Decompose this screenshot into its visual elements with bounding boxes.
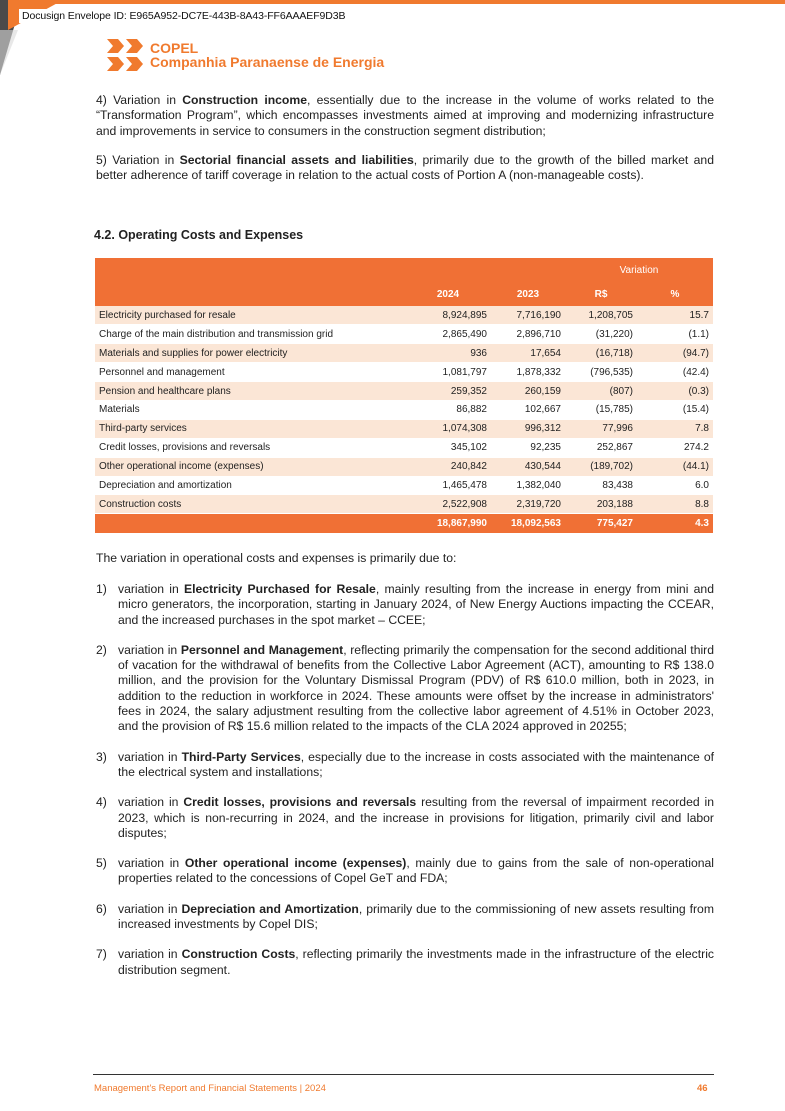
cell-variation-rs: (807) (565, 382, 637, 401)
bold-term: Credit losses, provisions and reversals (183, 795, 417, 810)
cell-2024: 86,882 (405, 400, 491, 419)
table-header-row (95, 282, 713, 306)
logo-company-full: Companhia Paranaense de Energia (150, 54, 385, 70)
row-label: Depreciation and amortization (95, 476, 405, 495)
page-number: 46 (697, 1083, 708, 1094)
list-text (118, 750, 714, 781)
explanation-list (96, 582, 714, 993)
cell-variation-rs: (16,718) (565, 344, 637, 363)
cell-2024: 240,842 (405, 457, 491, 476)
text: variation in (118, 856, 185, 871)
top-accent-bar (0, 0, 785, 4)
table-row (95, 306, 713, 325)
total-label (95, 514, 405, 533)
list-text (118, 643, 714, 735)
cell-variation-pct: 6.0 (637, 476, 713, 495)
text: , mainly due to gains from the sale of non-operational properties related to the concessions of Copel GeT and FDA; (118, 856, 714, 886)
cell-2024: 1,081,797 (405, 363, 491, 382)
list-item (96, 795, 714, 841)
table-row (95, 400, 713, 419)
section-title: 4.2. Operating Costs and Expenses (94, 228, 304, 242)
row-label: Third-party services (95, 419, 405, 438)
text: variation in (118, 749, 182, 764)
cell-2023: 2,319,720 (491, 495, 565, 514)
bold-term: Construction Costs (181, 947, 296, 962)
cell-variation-pct: (44.1) (637, 457, 713, 476)
table-row (95, 419, 713, 438)
list-item (96, 902, 714, 933)
list-text (118, 795, 714, 841)
header-label (95, 282, 405, 306)
table-row (95, 344, 713, 363)
cell-2024: 1,074,308 (405, 419, 491, 438)
copel-logo (106, 38, 384, 72)
header-empty (491, 258, 565, 282)
text: , reflecting primarily the compensation for the second additional third of vacation for the withdrawal of benefits from the Collective Labor Agreement (ACT), amounting to R$ 138.0 million, and the provision for the Voluntary Dismissal Program (PDV) of R$ 610.0 million, both in 2023, in addition to the reduction in workforce in 2024. These amounts were offset by the increase in administrators' fees in 2024, the salary adjustment resulting from the collective labor agreement of 4.51% in October 2023, and the provision of R$ 15.6 million related to the impacts of the CLA 2024 approved in 20255; (118, 642, 715, 734)
list-number: 7) (96, 947, 107, 962)
paragraph-construction-income (96, 93, 714, 139)
cell-variation-rs: (31,220) (565, 325, 637, 344)
list-number: 4) (96, 795, 107, 810)
text: , primarily due to the commissioning of new assets resulting from increased investments by Copel DIS; (118, 901, 714, 932)
cell-variation-pct: 15.7 (637, 306, 713, 325)
bold-term: Other operational income (expenses) (184, 856, 407, 871)
cell-variation-rs: (796,535) (565, 363, 637, 382)
list-text (118, 856, 714, 887)
paragraph-sectorial-assets (96, 153, 714, 184)
bold-term: Personnel and Management (180, 642, 344, 657)
bold-term: Depreciation and Amortization (181, 901, 359, 916)
table-row (95, 325, 713, 344)
bold-term: Third-Party Services (181, 749, 301, 764)
header-rs: R$ (565, 282, 637, 306)
list-item (96, 856, 714, 887)
cell-2023: 996,312 (491, 419, 565, 438)
cell-variation-pct: (42.4) (637, 363, 713, 382)
header-pct: % (637, 282, 713, 306)
cell-variation-rs: 252,867 (565, 438, 637, 457)
cell-variation-pct: 274.2 (637, 438, 713, 457)
text: , essentially due to the increase in the volume of works related to the “Transformation Program”, which encompasses investments aimed at improving and modernizing infrastructure and improvements in service to consumers in the construction segment distribution; (96, 93, 714, 138)
text: 4) Variation in (96, 93, 183, 107)
corner-decoration-light (0, 30, 18, 75)
cell-2024: 2,522,908 (405, 495, 491, 514)
text: variation in (118, 795, 184, 810)
cell-variation-rs: 77,996 (565, 419, 637, 438)
row-label: Construction costs (95, 495, 405, 514)
cell-2024: 1,465,478 (405, 476, 491, 495)
text: 5) Variation in (96, 153, 180, 167)
cell-2024: 8,924,895 (405, 306, 491, 325)
copel-logo-icon (106, 38, 144, 72)
bold-term: Construction income (182, 93, 307, 107)
cell-variation-pct: 7.8 (637, 419, 713, 438)
header-2023: 2023 (491, 282, 565, 306)
cell-2023: 260,159 (491, 382, 565, 401)
table-row (95, 363, 713, 382)
cell-variation-pct: (94.7) (637, 344, 713, 363)
list-number: 3) (96, 749, 107, 764)
cell-2023: 1,382,040 (491, 476, 565, 495)
row-label: Materials (95, 400, 405, 419)
table-row (95, 476, 713, 495)
docusign-envelope-id: Docusign Envelope ID: E965A952-DC7E-443B-8A43-FF6AAAEF9D3B (19, 9, 348, 23)
row-label: Personnel and management (95, 363, 405, 382)
header-2024: 2024 (405, 282, 491, 306)
total-2023: 18,092,563 (491, 514, 565, 533)
table-row (95, 438, 713, 457)
logo-company-short: COPEL (150, 40, 199, 56)
cell-variation-pct: (0.3) (637, 382, 713, 401)
text: , reflecting primarily the investments made in the infrastructure of the electric distribution segment. (118, 947, 714, 977)
row-label: Other operational income (expenses) (95, 457, 405, 476)
header-variation: Variation (565, 258, 713, 282)
footer-divider (93, 1074, 714, 1075)
list-text (118, 947, 714, 978)
cell-variation-rs: 1,208,705 (565, 306, 637, 325)
row-label: Credit losses, provisions and reversals (95, 438, 405, 457)
table-group-header-row (95, 258, 713, 282)
list-text (118, 582, 714, 628)
cell-2024: 345,102 (405, 438, 491, 457)
bold-term: Electricity Purchased for Resale (184, 582, 376, 596)
cell-variation-pct: 8.8 (637, 495, 713, 514)
cell-2024: 936 (405, 344, 491, 363)
row-label: Pension and healthcare plans (95, 382, 405, 401)
table-row (95, 495, 713, 514)
operating-costs-table (95, 258, 713, 533)
cell-variation-rs: (15,785) (565, 400, 637, 419)
list-item (96, 582, 714, 628)
text: , mainly resulting from the increase in energy from mini and micro generators, the incorporation, starting in January 2024, of New Energy Auctions impacting the CCEAR, and the increased purchases in the spot market – CCEE; (118, 582, 714, 627)
total-2024: 18,867,990 (405, 514, 491, 533)
list-number: 2) (96, 642, 107, 657)
cell-variation-rs: 203,188 (565, 495, 637, 514)
text: variation in (118, 947, 182, 962)
cell-2023: 92,235 (491, 438, 565, 457)
header-empty (405, 258, 491, 282)
cell-2023: 7,716,190 (491, 306, 565, 325)
row-label: Electricity purchased for resale (95, 306, 405, 325)
table-row (95, 382, 713, 401)
text: , primarily due to the growth of the billed market and better adherence of tariff coverage in relation to the actual costs of Portion A (non-manageable costs). (96, 153, 714, 183)
table-row (95, 457, 713, 476)
cell-variation-rs: (189,702) (565, 457, 637, 476)
explanation-lead: The variation in operational costs and expenses is primarily due to: (96, 551, 457, 565)
cell-variation-pct: (1.1) (637, 325, 713, 344)
total-pct: 4.3 (637, 514, 713, 533)
list-item (96, 947, 714, 978)
cell-2023: 17,654 (491, 344, 565, 363)
cell-2024: 2,865,490 (405, 325, 491, 344)
row-label: Charge of the main distribution and transmission grid (95, 325, 405, 344)
header-empty (95, 258, 405, 282)
list-item (96, 750, 714, 781)
cell-2023: 2,896,710 (491, 325, 565, 344)
text: , especially due to the increase in costs associated with the maintenance of the electrical system and installations; (118, 749, 715, 779)
text: variation in (118, 582, 185, 596)
cell-2023: 102,667 (491, 400, 565, 419)
cell-variation-pct: (15.4) (637, 400, 713, 419)
table-total-row (95, 514, 713, 533)
cell-variation-rs: 83,438 (565, 476, 637, 495)
list-number: 6) (96, 901, 107, 916)
footer-report-title: Management's Report and Financial Statements | 2024 (94, 1083, 326, 1094)
bold-term: Sectorial financial assets and liabilities (179, 153, 414, 167)
cell-2024: 259,352 (405, 382, 491, 401)
text: variation in (118, 901, 182, 916)
cell-2023: 1,878,332 (491, 363, 565, 382)
total-rs: 775,427 (565, 514, 637, 533)
list-number: 5) (96, 856, 107, 871)
cell-2023: 430,544 (491, 457, 565, 476)
list-number: 1) (96, 582, 107, 596)
text: variation in (118, 642, 181, 657)
list-text (118, 902, 714, 933)
row-label: Materials and supplies for power electricity (95, 344, 405, 363)
text: resulting from the reversal of impairment recorded in 2023, which is non-recurring in 2024, and the increase in provisions for litigation, primarily civil and labor disputes; (118, 795, 714, 840)
list-item (96, 643, 714, 735)
